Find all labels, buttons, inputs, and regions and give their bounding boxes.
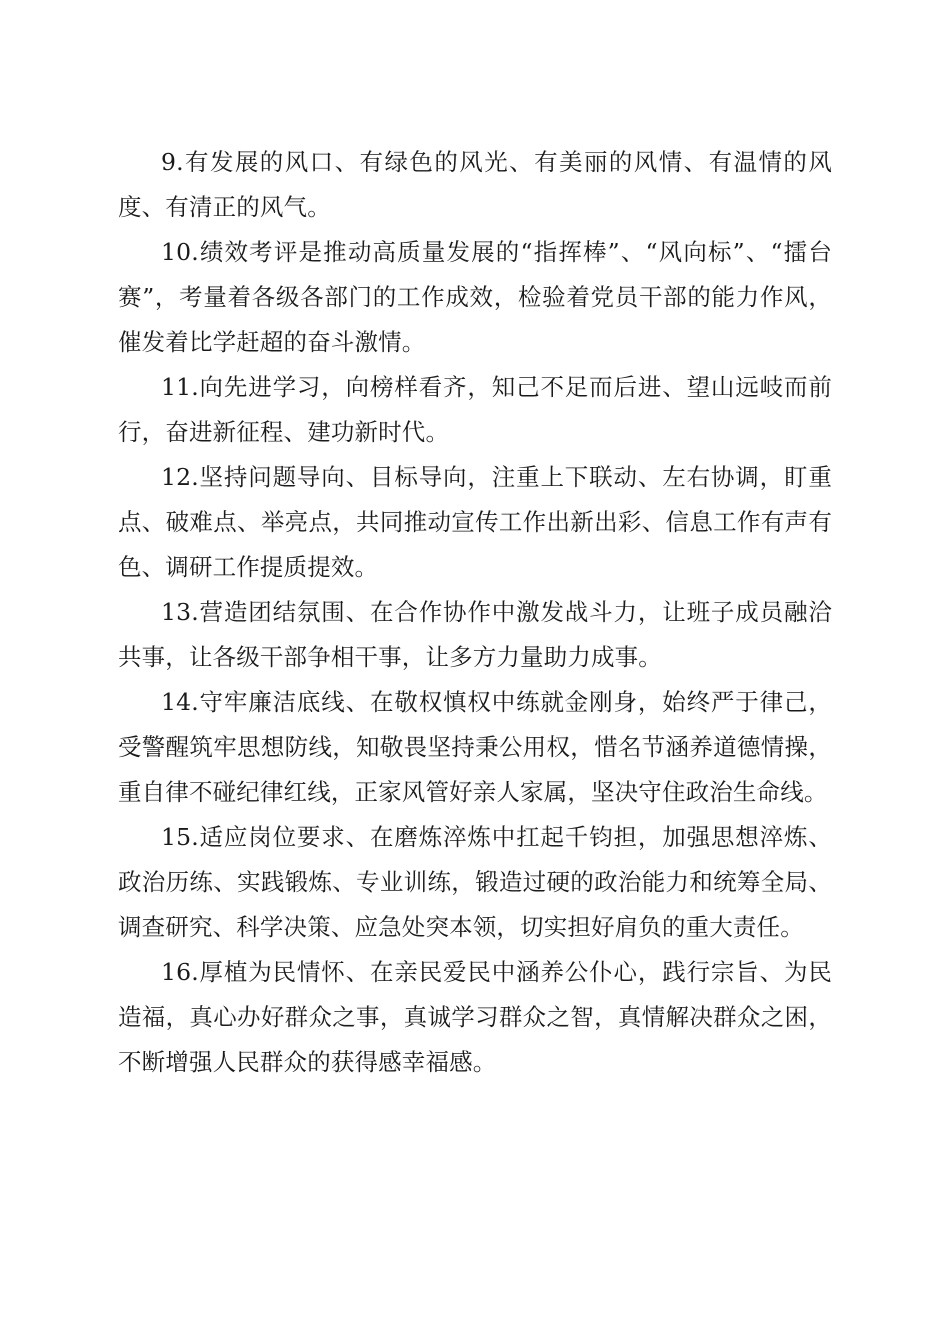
paragraph-item-10: 10.绩效考评是推动高质量发展的“指挥棒”、“风向标”、“擂台赛”，考量着各级各部门的工作成效，检验着党员干部的能力作风，催发着比学赶超的奋斗激情。 (118, 238, 832, 356)
document-body (118, 140, 832, 1085)
paragraph-item-11: 11.向先进学习，向榜样看齐，知己不足而后进、望山远岐而前行，奋进新征程、建功新时代。 (118, 373, 832, 446)
paragraph-item-12: 12.坚持问题导向、目标导向，注重上下联动、左右协调，盯重点、破难点、举亮点，共同推动宣传工作出新出彩、信息工作有声有色、调研工作提质提效。 (118, 463, 832, 581)
paragraph-item-14: 14.守牢廉洁底线、在敬权慎权中练就金刚身，始终严于律己，受警醒筑牢思想防线，知敬畏坚持秉公用权，惜名节涵养道德情操，重自律不碰纪律红线，正家风管好亲人家属，坚决守住政治生命线。 (118, 688, 832, 806)
paragraph-item-16: 16.厚植为民情怀、在亲民爱民中涵养公仆心，践行宗旨、为民造福，真心办好群众之事，真诚学习群众之智，真情解决群众之困，不断增强人民群众的获得感幸福感。 (118, 958, 832, 1076)
paragraph-item-15: 15.适应岗位要求、在磨炼淬炼中扛起千钧担，加强思想淬炼、政治历练、实践锻炼、专业训练，锻造过硬的政治能力和统筹全局、调查研究、科学决策、应急处突本领，切实担好肩负的重大责任。 (118, 823, 832, 941)
paragraph-item-13: 13.营造团结氛围、在合作协作中激发战斗力，让班子成员融洽共事，让各级干部争相干事，让多方力量助力成事。 (118, 598, 832, 671)
paragraph-item-9: 9.有发展的风口、有绿色的风光、有美丽的风情、有温情的风度、有清正的风气。 (118, 148, 832, 221)
